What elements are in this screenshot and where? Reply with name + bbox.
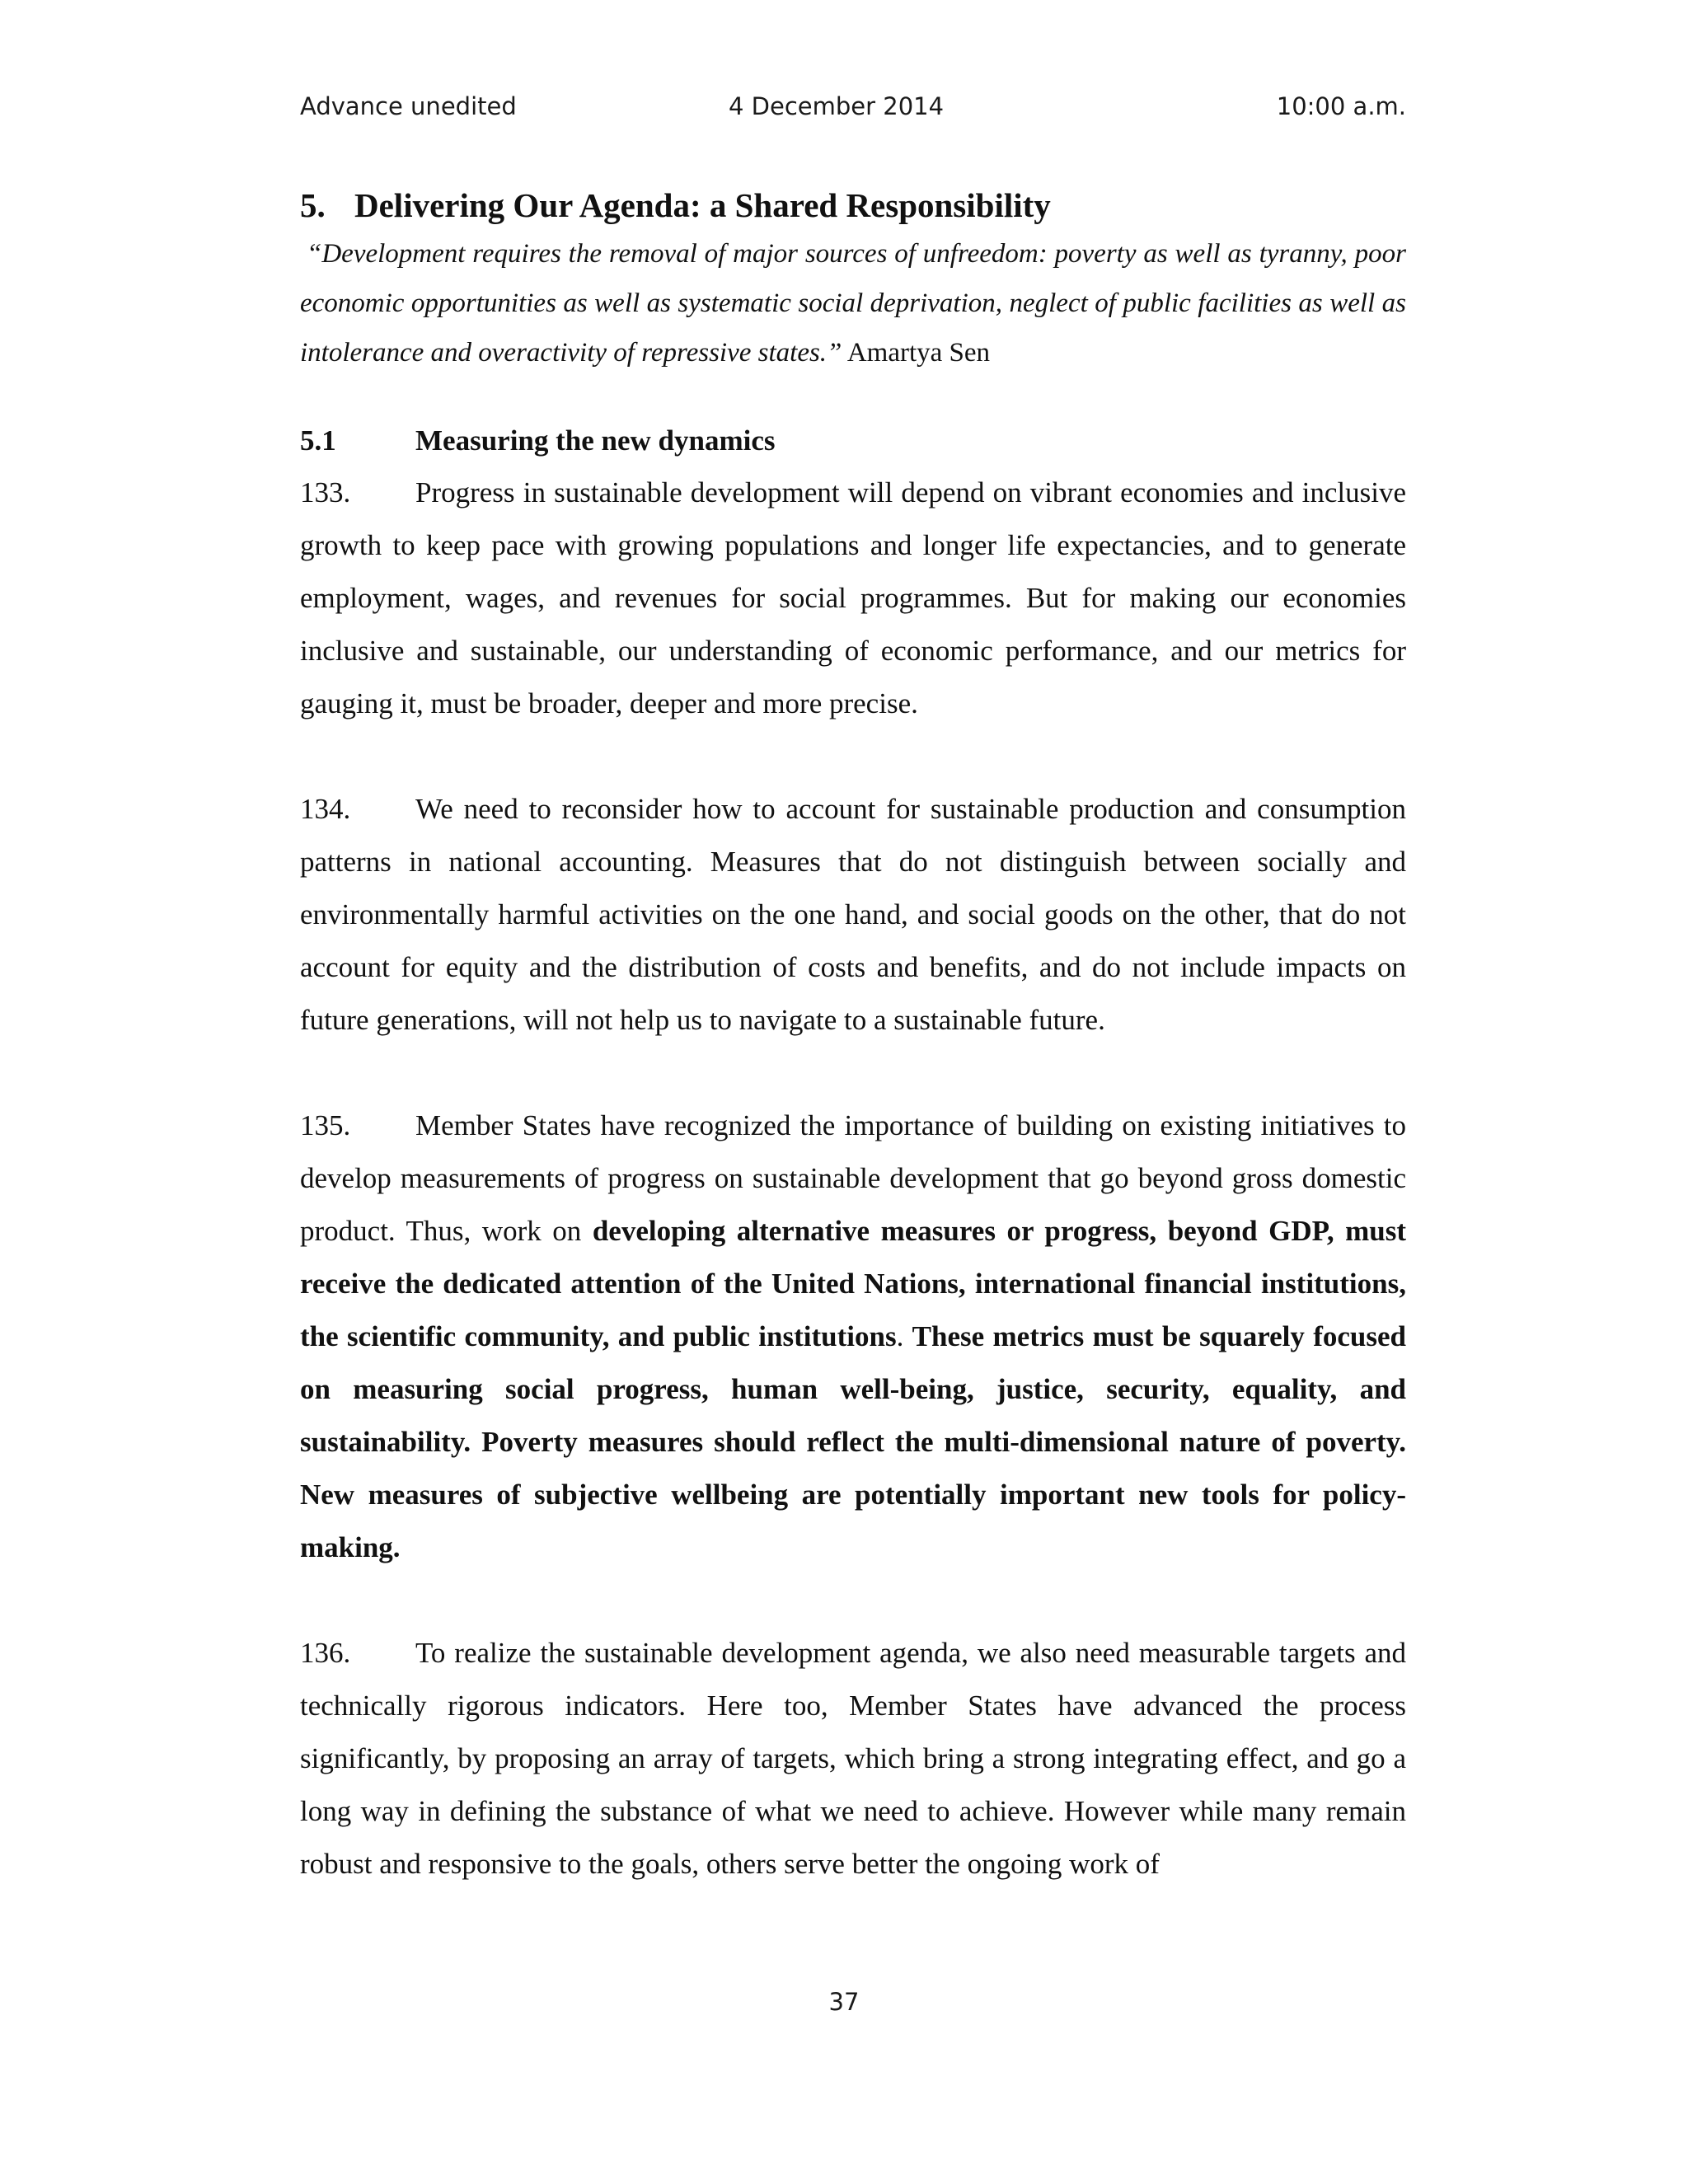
paragraph-emphasis-2: These metrics must be squarely focused on measuring social progress, human well-being, justice, security, equality, and sustainability. Poverty measures should reflect the multi-dimensional nature of poverty. New measures of subjective wellbeing are potentially important new tools for policy-making. <box>300 1320 1406 1563</box>
page-header <box>300 92 1406 132</box>
paragraph-emphasis: developing alternative measures or progress, beyond GDP, must receive the dedicated attention of the United Nations, international financial institutions, the scientific community, and public institutions <box>300 1215 1406 1352</box>
paragraph-number: 135. <box>300 1109 351 1141</box>
paragraph-133 <box>300 466 1406 730</box>
paragraph-136 <box>300 1627 1406 1891</box>
section-number: 5. <box>300 186 326 224</box>
section-heading <box>300 181 1406 229</box>
subsection-number: 5.1 <box>300 424 336 457</box>
paragraph-period: . <box>896 1320 904 1352</box>
paragraph-number: 133. <box>300 476 351 509</box>
paragraph-text: Progress in sustainable development will depend on vibrant economies and inclusive growth to keep pace with growing populations and longer life expectancies, and to generate employment, wages, and revenues for social programmes. But for making our economies inclusive and sustainable, our understanding of economic performance, and our metrics for gauging it, must be broader, deeper and more precise. <box>300 476 1406 719</box>
quote-text: “Development requires the removal of major sources of unfreedom: poverty as well as tyranny, poor economic opportunities as well as systematic social deprivation, neglect of public facilities as well as intolerance and overactivity of repressive states.” <box>300 239 1406 368</box>
paragraph-135 <box>300 1099 1406 1574</box>
section-title: Delivering Our Agenda: a Shared Responsibility <box>354 186 1051 224</box>
header-status: Advance unedited <box>300 92 517 120</box>
subsection-title: Measuring the new dynamics <box>415 424 776 457</box>
paragraph-number: 136. <box>300 1637 351 1669</box>
paragraph-134 <box>300 783 1406 1047</box>
paragraph-text: To realize the sustainable development agenda, we also need measurable targets and technically rigorous indicators. Here too, Member States have advanced the process significantly, by proposing an array of targets, which bring a strong integrating effect, and go a long way in defining the substance of what we need to achieve. However while many remain robust and responsive to the goals, others serve better the ongoing work of <box>300 1637 1406 1880</box>
page-body <box>300 181 1406 1891</box>
header-time: 10:00 a.m. <box>1276 92 1406 120</box>
paragraph-text: Member States have recognized the importance of building on existing initiatives to develop measurements of progress on sustainable development that go beyond gross domestic product. Thus, work on <box>300 1109 1406 1247</box>
paragraph-text: We need to reconsider how to account for sustainable production and consumption patterns in national accounting. Measures that do not distinguish between socially and environmentally harmful activities on the one hand, and social goods on the other, that do not account for equity and the distribution of costs and benefits, and do not include impacts on future generations, will not help us to navigate to a sustainable future. <box>300 793 1406 1036</box>
quote-author: Amartya Sen <box>846 338 991 368</box>
page-number: 37 <box>828 1988 860 2016</box>
paragraph-number: 134. <box>300 793 351 825</box>
epigraph-quote <box>300 229 1406 377</box>
header-date: 4 December 2014 <box>729 92 945 120</box>
subsection-heading <box>300 415 1406 466</box>
